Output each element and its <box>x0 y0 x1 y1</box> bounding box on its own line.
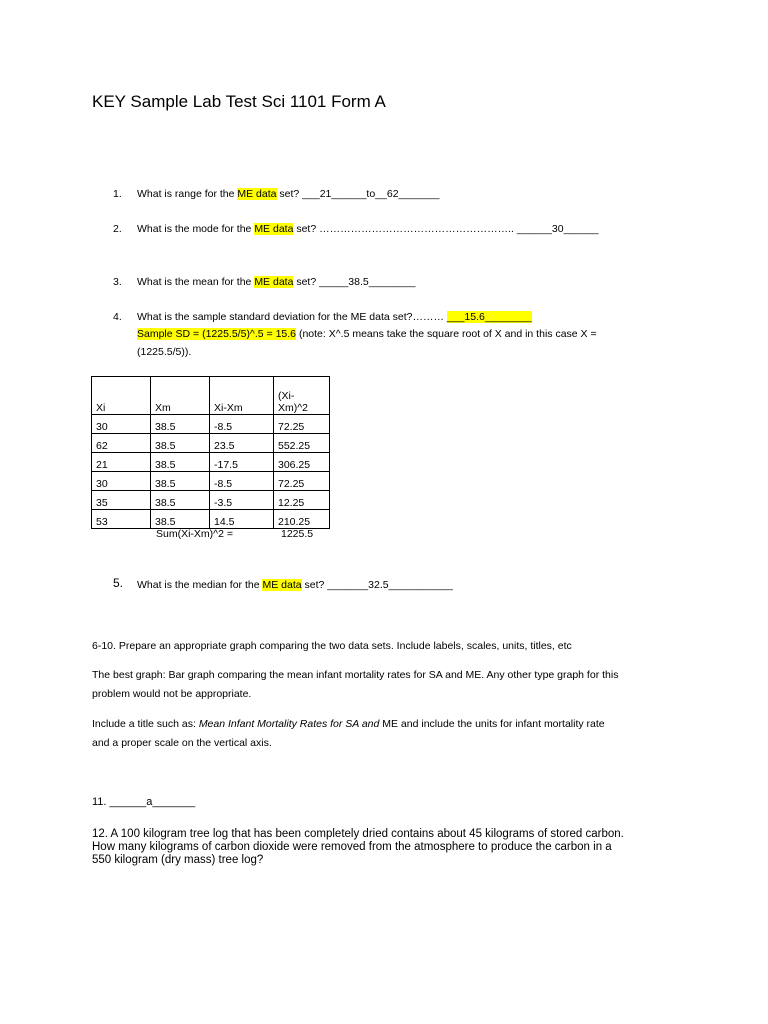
q3-text-pre: What is the mean for the <box>137 276 255 288</box>
q5-highlight: ME data <box>262 579 302 591</box>
q1-number: 1. <box>113 188 122 200</box>
table-row <box>92 434 330 453</box>
header-squared-line1: (Xi- <box>278 390 295 402</box>
title-example-italic: Mean Infant Mortality Rates for SA and <box>198 718 380 730</box>
graph-prompt: 6-10. Prepare an appropriate graph comparing the two data sets. Include labels, scales, units, titles, etc <box>92 640 572 652</box>
deviation-table <box>91 376 330 529</box>
table-sum-label: Sum(Xi-Xm)^2 = <box>156 528 233 540</box>
q4-note: (note: X^.5 means take the square root of X and in this case X = <box>296 328 597 340</box>
cell-xm: 38.5 <box>151 491 210 510</box>
header-xi-xm: Xi-Xm <box>210 377 274 415</box>
cell-xm: 38.5 <box>151 453 210 472</box>
table-row <box>92 510 330 529</box>
table-row <box>92 415 330 434</box>
title-instruction-paragraph <box>92 715 682 753</box>
cell-squared: 306.25 <box>274 453 330 472</box>
q3-text-post: set? _____38.5________ <box>293 276 416 288</box>
cell-xi: 30 <box>92 415 151 434</box>
header-squared-line2: Xm)^2 <box>278 402 309 414</box>
cell-xm: 38.5 <box>151 510 210 529</box>
best-graph-line2: problem would not be appropriate. <box>92 688 252 700</box>
q12-line2: How many kilograms of carbon dioxide were removed from the atmosphere to produce the carbon in a <box>92 841 612 853</box>
title-instruction-line2: and a proper scale on the vertical axis. <box>92 737 272 749</box>
q5-number: 5. <box>113 576 124 590</box>
title-instruction-line1 <box>92 715 682 734</box>
cell-xi: 62 <box>92 434 151 453</box>
question-1 <box>137 187 439 201</box>
q3-number: 3. <box>113 276 122 288</box>
cell-squared: 72.25 <box>274 415 330 434</box>
page-title: KEY Sample Lab Test Sci 1101 Form A <box>92 92 386 111</box>
table-row <box>92 491 330 510</box>
cell-xi-xm: -8.5 <box>210 472 274 491</box>
question-11: 11. ______a_______ <box>92 796 196 808</box>
cell-xm: 38.5 <box>151 434 210 453</box>
cell-xi: 21 <box>92 453 151 472</box>
question-12 <box>92 828 624 867</box>
q1-highlight: ME data <box>237 188 277 200</box>
table-header-row <box>92 377 330 415</box>
cell-xi: 35 <box>92 491 151 510</box>
cell-squared: 210.25 <box>274 510 330 529</box>
cell-xi-xm: 23.5 <box>210 434 274 453</box>
cell-squared: 552.25 <box>274 434 330 453</box>
title-instruction-pre: Include a title such as: <box>92 718 199 730</box>
best-graph-line1: The best graph: Bar graph comparing the mean infant mortality rates for SA and ME. Any other type graph for this <box>92 669 619 681</box>
table-row <box>92 453 330 472</box>
header-xi-xm-squared <box>274 377 330 415</box>
q12-line3: 550 kilogram (dry mass) tree log? <box>92 854 264 866</box>
q4-formula: Sample SD = (1225.5/5)^.5 = 15.6 <box>137 328 297 340</box>
q4-answer: ___15.6________ <box>446 311 532 323</box>
q4-formula-line <box>137 327 597 341</box>
cell-xm: 38.5 <box>151 415 210 434</box>
q1-text-pre: What is range for the <box>137 188 238 200</box>
question-2 <box>137 222 599 236</box>
q5-text-pre: What is the median for the <box>137 579 263 591</box>
best-graph-paragraph <box>92 666 682 704</box>
q3-highlight: ME data <box>254 276 294 288</box>
cell-xi: 30 <box>92 472 151 491</box>
q2-highlight: ME data <box>254 223 294 235</box>
cell-xi-xm: -8.5 <box>210 415 274 434</box>
header-xi: Xi <box>92 377 151 415</box>
q2-text-post: set? ……………………………………………….. ______30______ <box>293 223 599 235</box>
table-row <box>92 472 330 491</box>
table-sum-value: 1225.5 <box>281 528 314 540</box>
q1-text-post: set? ___21______to__62_______ <box>276 188 440 200</box>
q5-text-post: set? _______32.5___________ <box>301 579 453 591</box>
title-instruction-post: ME and include the units for infant mortality rate <box>379 718 605 730</box>
question-3 <box>137 275 415 289</box>
cell-squared: 72.25 <box>274 472 330 491</box>
cell-xm: 38.5 <box>151 472 210 491</box>
q2-number: 2. <box>113 223 122 235</box>
q4-number: 4. <box>113 311 122 323</box>
cell-xi-xm: -3.5 <box>210 491 274 510</box>
cell-xi: 53 <box>92 510 151 529</box>
q12-line1: 12. A 100 kilogram tree log that has been completely dried contains about 45 kilograms of stored carbon. <box>92 828 624 840</box>
cell-squared: 12.25 <box>274 491 330 510</box>
cell-xi-xm: 14.5 <box>210 510 274 529</box>
q4-text: What is the sample standard deviation for the ME data set?……… <box>137 311 447 323</box>
cell-xi-xm: -17.5 <box>210 453 274 472</box>
question-5 <box>137 578 453 592</box>
question-4 <box>137 310 532 324</box>
header-xm: Xm <box>151 377 210 415</box>
q4-note-line3: (1225.5/5)). <box>137 346 192 358</box>
q2-text-pre: What is the mode for the <box>137 223 255 235</box>
